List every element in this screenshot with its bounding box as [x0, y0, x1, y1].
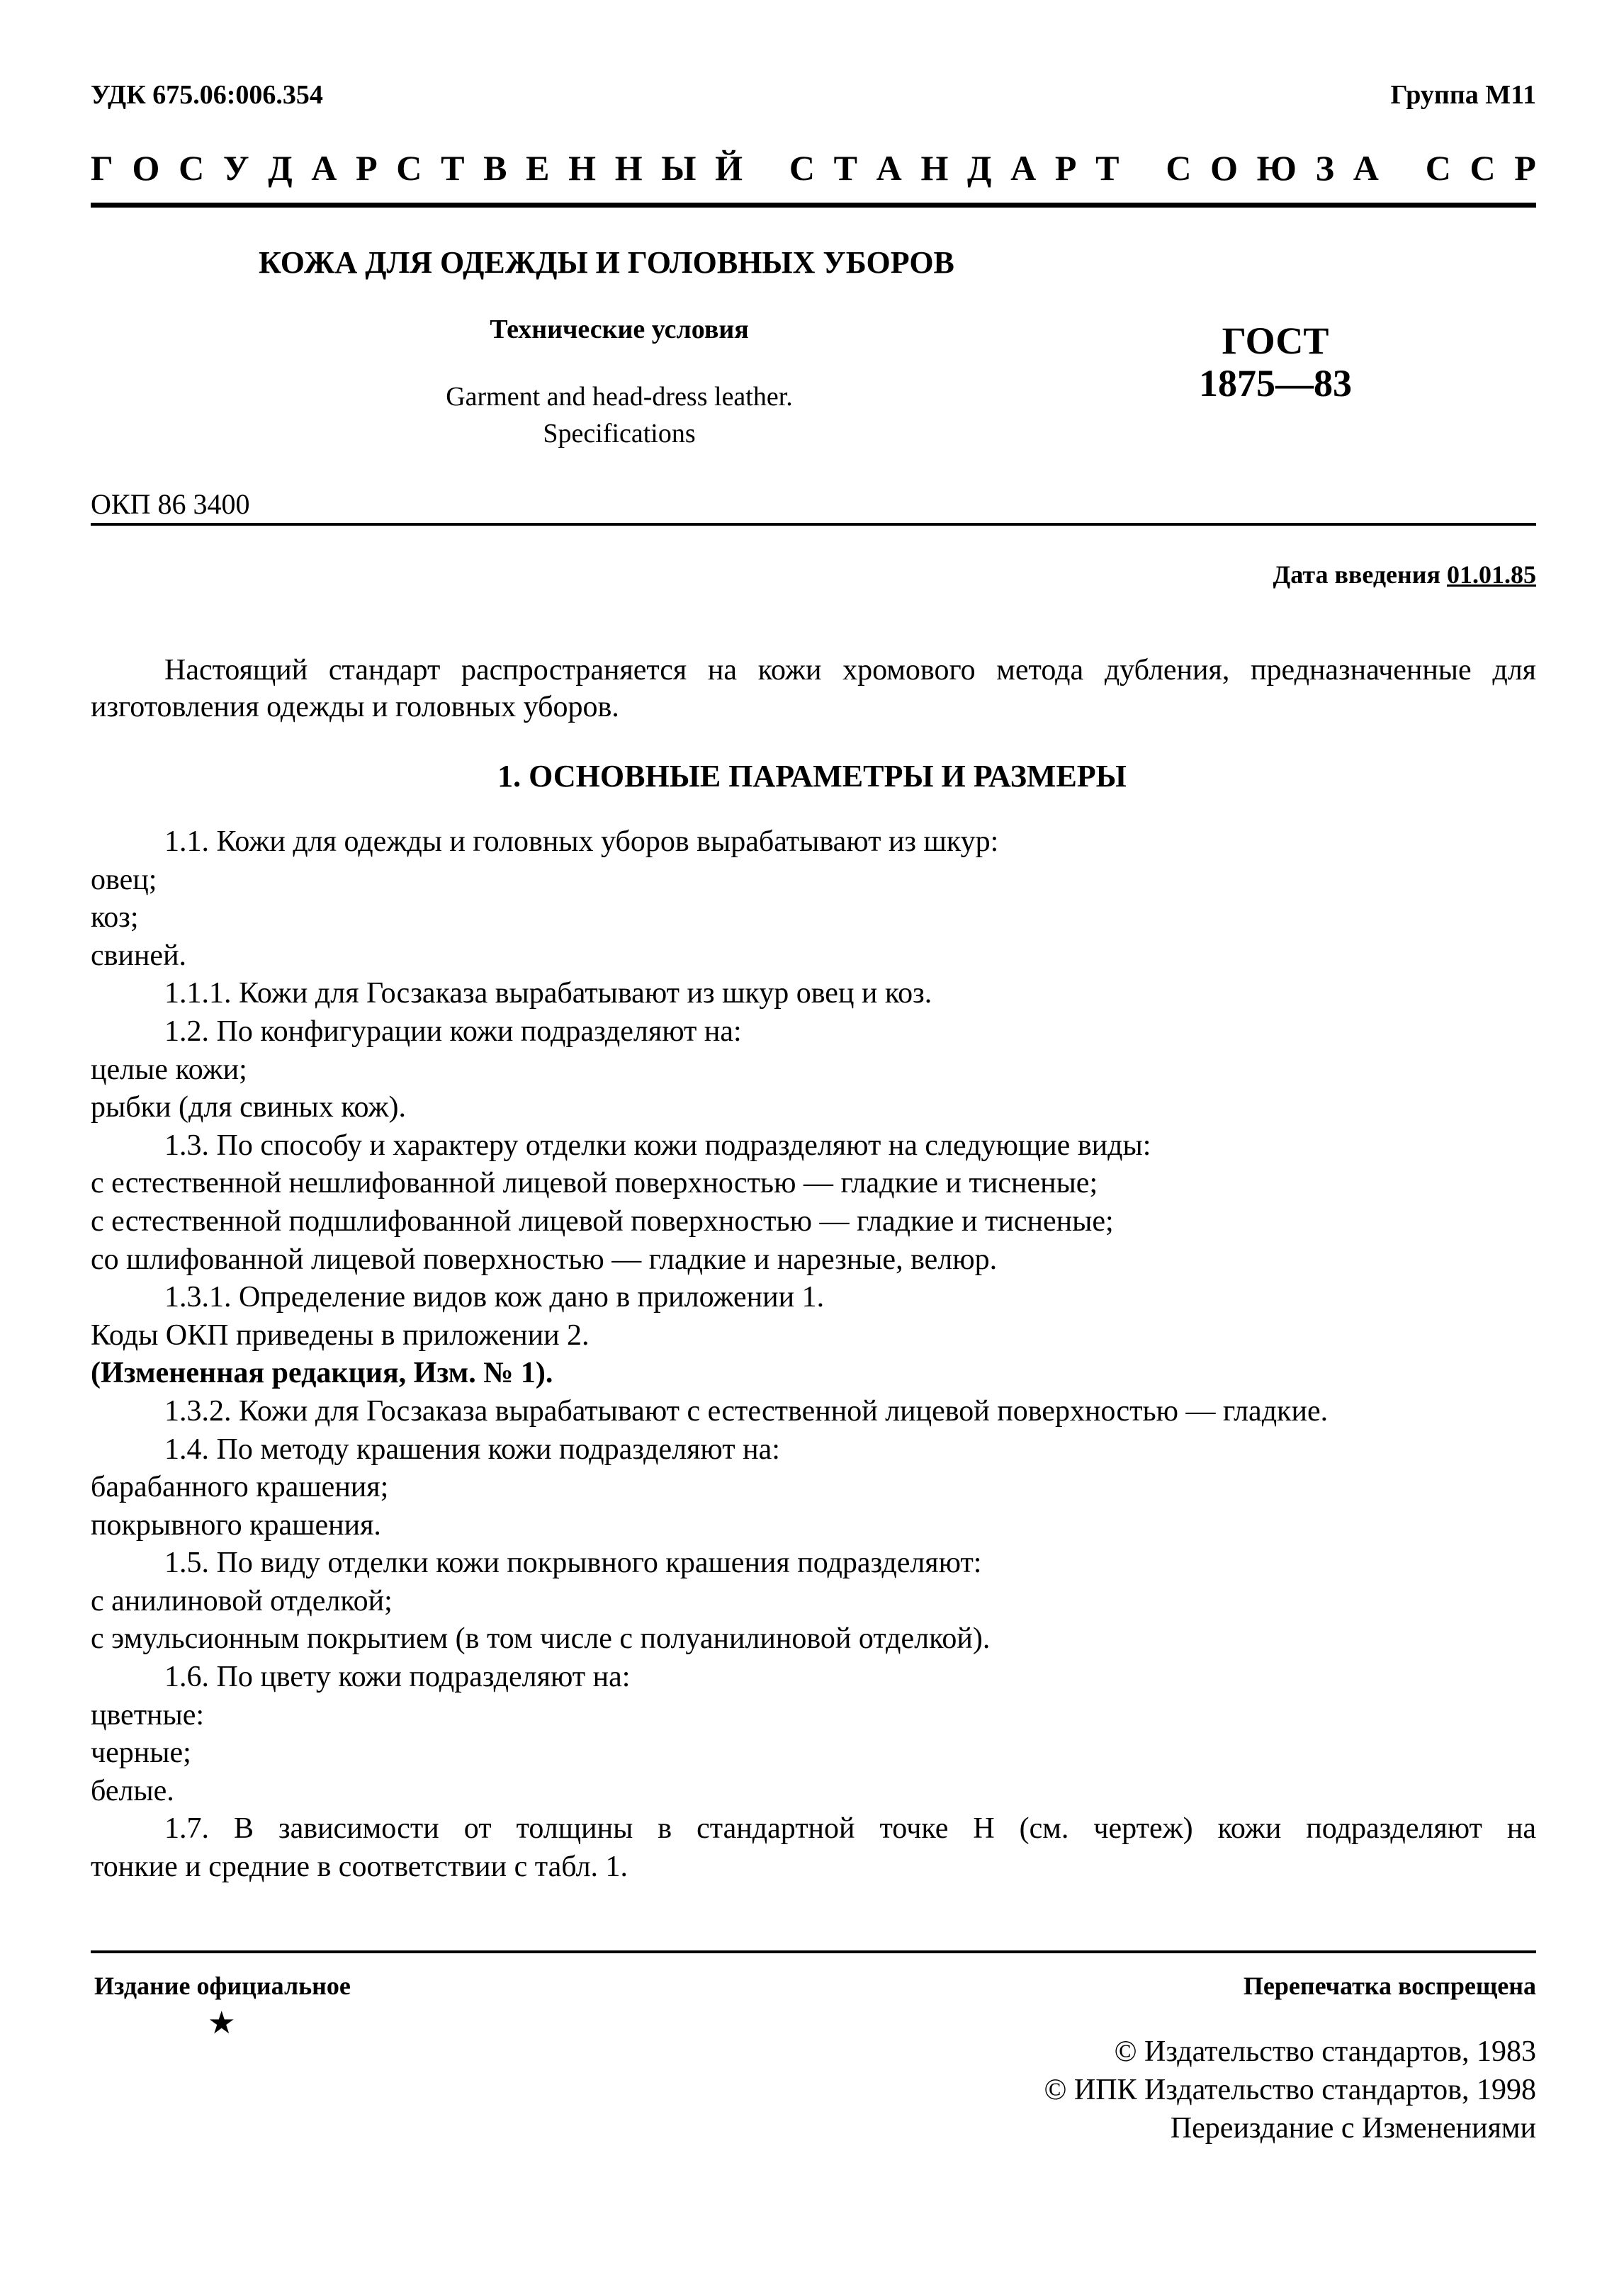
state-standard-letter: Й [715, 148, 743, 188]
udk-code: УДК 675.06:006.354 [91, 80, 323, 110]
body-line: белые. [91, 1774, 174, 1807]
body-line: Коды ОКП приведены в приложении 2. [91, 1318, 590, 1352]
footer-rule [91, 1950, 1536, 1953]
body-line: рыбки (для свиных кож). [91, 1091, 406, 1124]
state-standard-letter: А [1010, 148, 1037, 188]
copyright-1998: © ИПК Издательство стандартов, 1998 [1044, 2074, 1536, 2106]
state-standard-letter: Р [1514, 148, 1536, 188]
body-line: целые кожи; [91, 1053, 247, 1086]
state-standard-letter: Ы [661, 148, 697, 188]
body-line: покрывного крашения. [91, 1508, 381, 1542]
state-standard-letter: С [1425, 148, 1451, 188]
document-title: КОЖА ДЛЯ ОДЕЖДЫ И ГОЛОВНЫХ УБОРОВ [259, 245, 954, 280]
body-line: свиней. [91, 939, 187, 972]
title-rule [91, 523, 1536, 526]
state-standard-letter: А [876, 148, 902, 188]
body-line: 1.5. По виду отделки кожи покрывного крашения подразделяют: [164, 1547, 982, 1580]
body-line: 1.3.2. Кожи для Госзаказа вырабатывают с естественной лицевой поверхностью — гладкие. [164, 1394, 1329, 1428]
state-standard-title [91, 147, 1536, 190]
state-standard-letter: Г [91, 148, 113, 188]
state-standard-letter: У [222, 148, 249, 188]
state-standard-letter: О [1210, 148, 1238, 188]
body-line: черные; [91, 1736, 191, 1770]
state-standard-letter: Р [1054, 148, 1077, 188]
state-standard-letter: Д [967, 148, 992, 188]
state-standard-letter: Н [568, 148, 597, 188]
state-standard-letter: С [789, 148, 815, 188]
state-standard-letter: С [1166, 148, 1192, 188]
state-standard-letter [1398, 147, 1407, 190]
body-line: цветные: [91, 1698, 205, 1732]
state-standard-letter [762, 147, 771, 190]
state-standard-letter: Д [268, 148, 293, 188]
body-line: со шлифованной лицевой поверхностью — гладкие и нарезные, велюр. [91, 1243, 998, 1276]
state-standard-letter: Т [1095, 148, 1120, 188]
body-line: с естественной нешлифованной лицевой поверхностью — гладкие и тисненые; [91, 1167, 1098, 1200]
introduction-date [1273, 560, 1537, 589]
body-line: 1.4. По методу крашения кожи подразделяют на: [164, 1433, 780, 1466]
state-standard-letter: Н [614, 148, 643, 188]
state-standard-letter: Т [833, 148, 857, 188]
state-standard-letter: В [483, 148, 507, 188]
star-icon: ★ [208, 2006, 236, 2040]
body-line: 1.3. По способу и характеру отделки кожи подразделяют на следующие виды: [164, 1129, 1151, 1162]
group-code: Группа М11 [1390, 80, 1536, 110]
state-standard-letter: С [179, 148, 205, 188]
section-title: 1. ОСНОВНЫЕ ПАРАМЕТРЫ И РАЗМЕРЫ [497, 759, 1127, 793]
state-standard-letter: Ю [1256, 148, 1297, 188]
body-line: 1.1.1. Кожи для Госзаказа вырабатывают из шкур овец и коз. [164, 977, 932, 1010]
body-line: коз; [91, 901, 139, 934]
body-line: с естественной подшлифованной лицевой поверхностью — гладкие и тисненые; [91, 1204, 1114, 1238]
header-rule [91, 203, 1536, 208]
introduction-date-label: Дата введения [1273, 560, 1447, 589]
body-line: с эмульсионным покрытием (в том числе с полуанилиновой отделкой). [91, 1622, 991, 1656]
body-line: 1.6. По цвету кожи подразделяют на: [164, 1661, 631, 1694]
state-standard-letter: Н [920, 148, 949, 188]
reissue-note: Переиздание с Изменениями [1170, 2112, 1536, 2145]
amendment-note: (Измененная редакция, Изм. № 1). [91, 1357, 553, 1390]
body-line: 1.2. По конфигурации кожи подразделяют на: [164, 1015, 742, 1048]
gost-number: 1875—83 [1199, 362, 1352, 405]
body-line: с анилиновой отделкой; [91, 1584, 393, 1617]
introduction-date-value: 01.01.85 [1447, 560, 1536, 589]
intro-paragraph: Настоящий стандарт распространяется на кожи хромового метода дубления, предназначенные для изготовления одежды и головных уборов. [91, 654, 1536, 723]
state-standard-letter: З [1315, 148, 1335, 188]
document-subtitle: Технические условия [490, 315, 749, 344]
body-line: тонкие и средние в соответствии с табл. 1. [91, 1851, 628, 1884]
gost-label: ГОСТ [1222, 320, 1329, 362]
body-line: 1.1. Кожи для одежды и головных уборов вырабатывают из шкур: [164, 825, 999, 858]
state-standard-letter [1138, 147, 1147, 190]
copyright-1983: © Издательство стандартов, 1983 [1114, 2035, 1536, 2068]
reprint-prohibited: Перепечатка воспрещена [1243, 1972, 1536, 2000]
state-standard-letter: Т [441, 148, 465, 188]
state-standard-letter: Р [356, 148, 378, 188]
state-standard-letter: С [1470, 148, 1496, 188]
okp-code: ОКП 86 3400 [91, 488, 250, 520]
state-standard-letter: С [396, 148, 422, 188]
body-line: 1.3.1. Определение видов кож дано в приложении 1. [164, 1281, 825, 1314]
body-line: барабанного крашения; [91, 1471, 389, 1504]
english-title-line1: Garment and head-dress leather. [446, 382, 793, 412]
official-edition: Издание официальное [94, 1972, 351, 2000]
state-standard-letter: А [311, 148, 337, 188]
state-standard-letter: А [1353, 148, 1379, 188]
section-body [91, 823, 1536, 1887]
body-line: овец; [91, 863, 157, 896]
state-standard-letter: О [132, 148, 160, 188]
body-line: 1.7. В зависимости от толщины в стандартной точке Н (см. чертеж) кожи подразделяют на [164, 1812, 1536, 1846]
state-standard-letter: Е [526, 148, 550, 188]
english-title-line2: Specifications [543, 419, 696, 448]
